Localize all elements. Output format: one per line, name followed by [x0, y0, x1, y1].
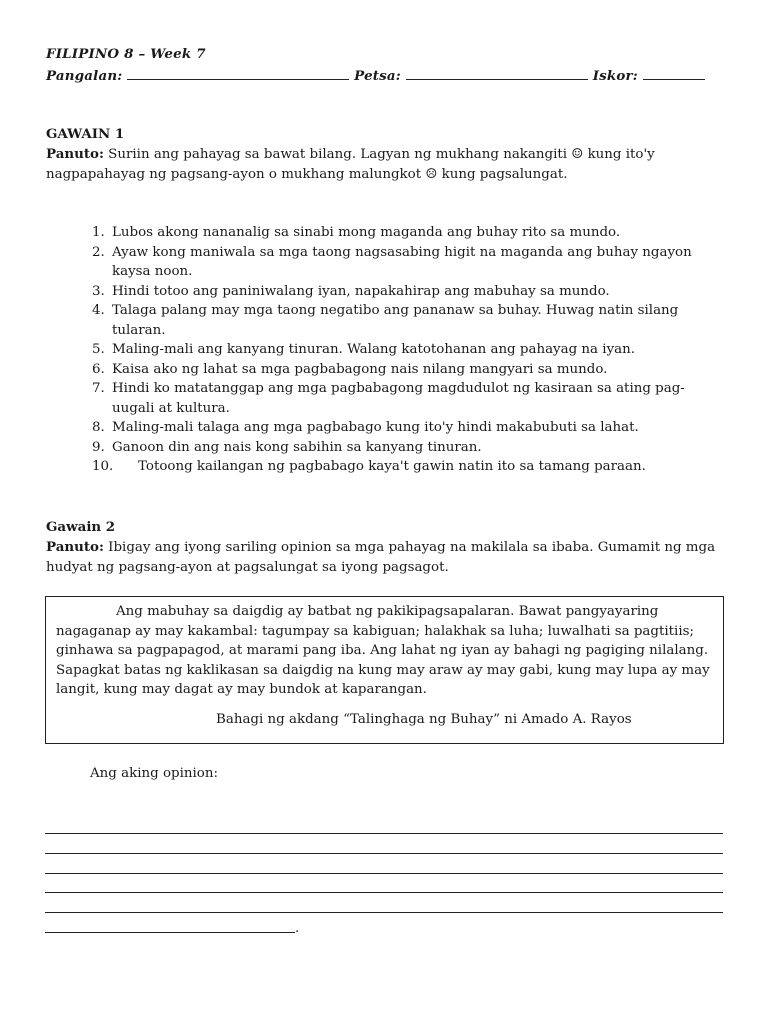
name-input-line[interactable] [127, 65, 349, 80]
passage-box [45, 596, 724, 744]
answer-line[interactable] [45, 892, 723, 893]
item-number: 7. [92, 381, 105, 396]
gawain2-instructions [46, 538, 726, 577]
item-text: Hindi ko matatanggap ang mga pagbabagong magdudulot ng kasiraan sa ating pag-uugali at kultura. [112, 381, 685, 416]
item-text: Totoong kailangan ng pagbabago kaya't gawin natin ito sa tamang paraan. [138, 459, 646, 474]
list-item [46, 282, 706, 302]
item-number: 5. [92, 342, 105, 357]
item-text: Maling-mali talaga ang mga pagbabago kung ito'y hindi makabubuti sa lahat. [112, 420, 639, 435]
gawain1-instr-text: Suriin ang pahayag sa bawat bilang. Lagyan ng mukhang nakangiti ☺ kung ito'y nagpapahayag ng pagsang-ayon o mukhang malungkot ☹ kung pagsalungat. [46, 147, 655, 182]
list-item [46, 457, 706, 477]
item-number: 10. [92, 459, 114, 474]
item-number: 4. [92, 303, 105, 318]
opinion-label: Ang aking opinion: [90, 766, 218, 781]
list-item [46, 301, 706, 340]
item-text: Ayaw kong maniwala sa mga taong nagsasabing higit na maganda ang buhay ngayon kaysa noon. [112, 244, 692, 279]
list-item [46, 379, 706, 418]
date-input-line[interactable] [406, 65, 588, 80]
gawain2-instr-text: Ibigay ang iyong sariling opinion sa mga pahayag na makilala sa ibaba. Gumamit ng mga hudyat ng pagsang-ayon at pagsalungat sa iyong pagsagot. [46, 540, 716, 575]
answer-line-last[interactable] [45, 932, 295, 933]
item-number: 3. [92, 283, 105, 299]
answer-line[interactable] [45, 833, 723, 834]
item-number: 6. [92, 361, 105, 377]
list-item [46, 418, 706, 438]
item-text: Kaisa ako ng lahat sa mga pagbabagong nais nilang mangyari sa mundo. [112, 361, 608, 377]
gawain1-list [46, 223, 706, 477]
list-item [46, 360, 706, 380]
passage-text: Ang mabuhay sa daigdig ay batbat ng pakikipagsapalaran. Bawat pangyayaring nagaganap ay may kakambal: tagumpay sa kabiguan; halakhak sa luha; luwalhati sa pagtitiis; ginhawa sa pagpapagod, at marami pang iba. Ang lahat ng iyan ay bahagi ng pagiging nilalang. Sapagkat batas ng kaklikasan sa daigdig na kung may araw ay may gabi, kung may lupa ay may langit, kung may dagat ay may bundok at kaparangan. [56, 604, 710, 697]
list-item [46, 438, 706, 458]
gawain1-instr-label: Panuto: [46, 146, 104, 162]
item-number: 8. [92, 420, 105, 435]
list-item [46, 340, 706, 360]
list-item [46, 223, 706, 243]
item-number: 9. [92, 439, 105, 455]
item-text: Hindi totoo ang paniniwalang iyan, napakahirap ang mabuhay sa mundo. [112, 283, 610, 299]
answer-line[interactable] [45, 873, 723, 874]
header-fields [46, 65, 726, 87]
list-item [46, 243, 706, 282]
answer-line[interactable] [45, 853, 723, 854]
answer-line[interactable] [45, 912, 723, 913]
score-input-line[interactable] [643, 65, 705, 80]
item-text: Talaga palang may mga taong negatibo ang pananaw sa buhay. Huwag natin silang tularan. [112, 303, 679, 338]
end-period: . [295, 921, 300, 936]
item-number: 2. [92, 244, 105, 260]
worksheet-subject: FILIPINO 8 – Week 7 [46, 46, 206, 62]
score-label: Iskor: [592, 68, 638, 84]
passage-source: Bahagi ng akdang “Talinghaga ng Buhay” ni Amado A. Rayos [216, 711, 632, 727]
date-label: Petsa: [354, 68, 401, 84]
gawain1-title: GAWAIN 1 [46, 126, 125, 142]
gawain1-instructions [46, 145, 726, 184]
gawain2-instr-label: Panuto: [46, 539, 104, 555]
item-text: Ganoon din ang nais kong sabihin sa kanyang tinuran. [112, 439, 482, 455]
name-label: Pangalan: [46, 68, 123, 84]
item-number: 1. [92, 225, 105, 240]
gawain2-title: Gawain 2 [46, 519, 116, 535]
item-text: Lubos akong nananalig sa sinabi mong maganda ang buhay rito sa mundo. [112, 225, 621, 240]
item-text: Maling-mali ang kanyang tinuran. Walang katotohanan ang pahayag na iyan. [112, 342, 636, 357]
